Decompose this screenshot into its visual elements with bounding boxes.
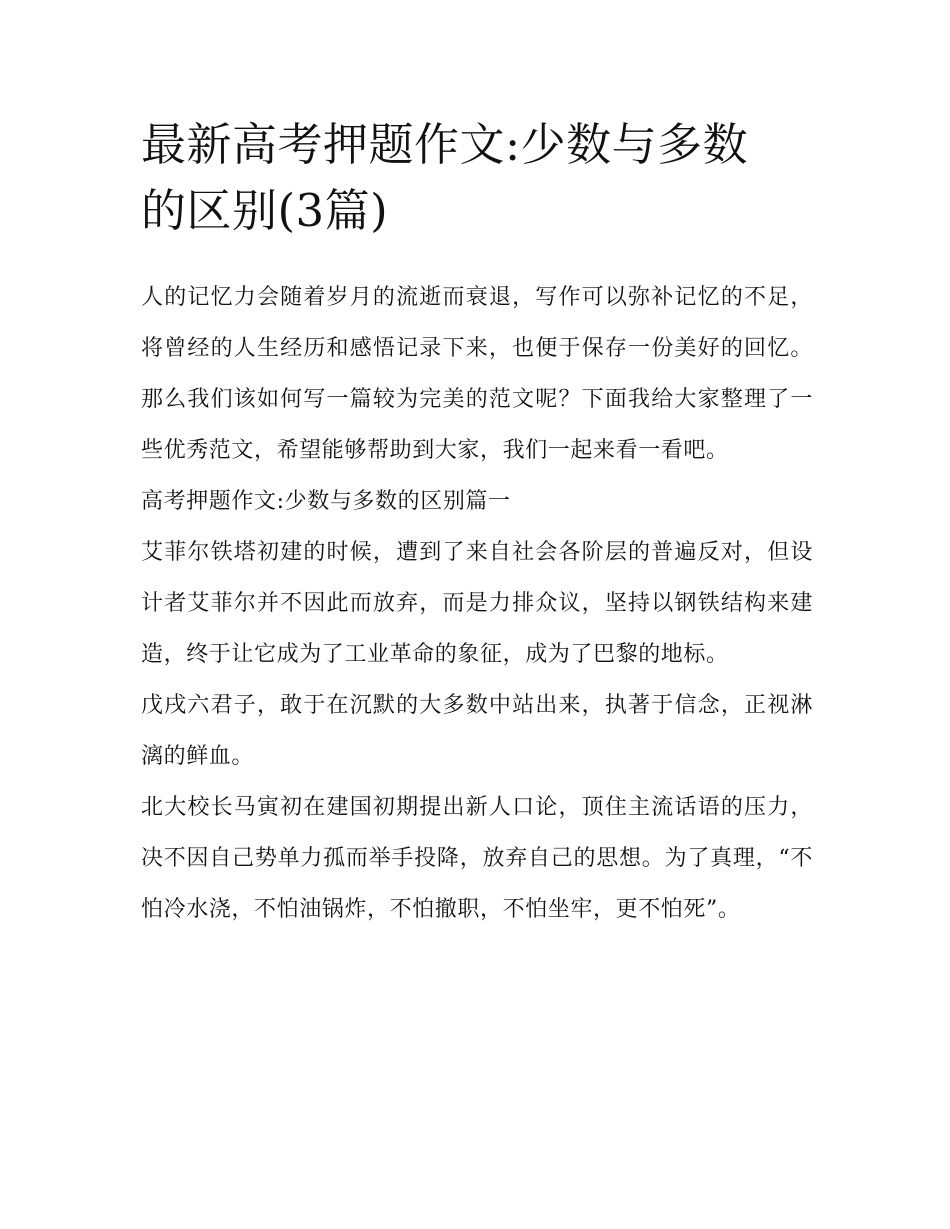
body-paragraph: 北大校长马寅初在建国初期提出新人口论，顶住主流话语的压力，决不因自己势单力孤而举手投降，放弃自己的思想。为了真理，“不怕冷水浇，不怕油锅炸，不怕撤职，不怕坐牢，更不怕死”。	[141, 795, 813, 922]
body-paragraph: 戊戌六君子，敢于在沉默的大多数中站出来，执著于信念，正视淋漓的鲜血。	[141, 693, 813, 769]
document-title: 最新高考押题作文:少数与多数 的区别(3篇)	[141, 118, 749, 237]
section-heading: 高考押题作文:少数与多数的区别篇一	[141, 489, 511, 514]
document-body	[141, 112, 813, 935]
intro-paragraph: 人的记忆力会随着岁月的流逝而衰退，写作可以弥补记忆的不足，将曾经的人生经历和感悟记录下来，也便于保存一份美好的回忆。那么我们该如何写一篇较为完美的范文呢？下面我给大家整理了一些优秀范文，希望能够帮助到大家，我们一起来看一看吧。	[141, 285, 813, 463]
body-paragraph: 艾菲尔铁塔初建的时候，遭到了来自社会各阶层的普遍反对，但设计者艾菲尔并不因此而放弃，而是力排众议，坚持以钢铁结构来建造，终于让它成为了工业革命的象征，成为了巴黎的地标。	[141, 540, 813, 667]
